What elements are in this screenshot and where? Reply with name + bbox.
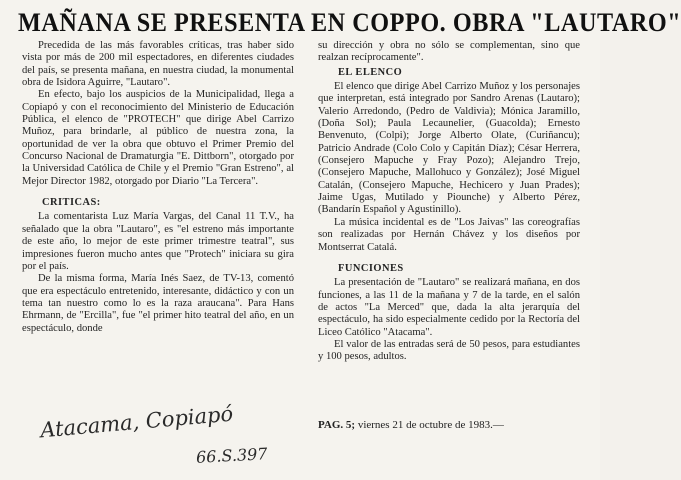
paragraph-entradas: El valor de las entradas será de 50 pesos, para estudiantes y 100 pesos, adultos.: [318, 338, 580, 363]
article-column-right: [318, 40, 580, 364]
paragraph-continuation: su dirección y obra no sólo se complementan, sino que realzan recíprocamente".: [318, 40, 580, 64]
page-number: PAG. 5;: [318, 419, 356, 431]
article-column-left: [22, 40, 294, 335]
paragraph-intro: Precedida de las más favorables críticas, tras haber sido vista por más de 200 mil espectadores, en diferentes ciudades del país, se presenta mañana, en nuestra ciudad, la monumental obra de Isidora Aguirre, "Lautaro".: [22, 40, 294, 89]
headline: MAÑANA SE PRESENTA EN COPPO. OBRA "LAUTARO": [18, 8, 681, 37]
subhead-funciones: FUNCIONES: [338, 262, 404, 274]
page-date-line: [318, 419, 580, 431]
publication-date: viernes 21 de octubre de 1983.—: [357, 419, 504, 431]
subhead-elenco: EL ELENCO: [338, 66, 403, 78]
subhead-criticas: CRITICAS:: [42, 197, 101, 209]
paragraph-critica-vargas: La comentarista Luz María Vargas, del Canal 11 T.V., ha señalado que la obra "Lautaro", es "el estreno más importante de este año, lo mejor de este primer trimestre teatral", sus impresiones fueron mucho antes que "Protech" iniciara su gira por el país.: [22, 211, 294, 272]
paragraph-funciones: La presentación de "Lautaro" se realizará mañana, en dos funciones, a las 11 de la mañana y 7 de la tarde, en el salón de actos "La Merced" que, dada la alta jerarquía del espectáculo, ha sido especialmente cedido por la Rectoría del Liceo Católico "Atacama".: [318, 277, 580, 338]
paragraph-critica-saez: De la misma forma, María Inés Saez, de TV-13, comentó que era espectáculo entretenido, interesante, didáctico y con un tema tan nuestro como lo es la raza araucana". Para Hans Ehrmann, de "Ercilla", fue "el primer hito teatral del año, en un espectáculo, donde: [22, 273, 294, 334]
paragraph-musica: La música incidental es de "Los Jaivas" las coreografías son realizadas por Hernán Chávez y los diseños por Montserrat Catalá.: [318, 216, 580, 253]
paragraph-elenco: El elenco que dirige Abel Carrizo Muñoz y los personajes que interpretan, está integrado por Sandro Arenas (Lautaro); Valerio Arredondo, (Pedro de Valdivia); Mónica Jaramillo, (Doña Sol); Paula Lecaunelier, (Guacolda); Ernesto Benvenuto, (Colpi); Jorge Alberto Olate, (Curiñancu); Patricio Andrade (Colo Colo y Capitán Díaz); César Herrera, (Consejero Mapuche y Fray Pozo); Alejandro Trejo, (Consejero Mapuche, Mallohuco y González); José Miguel Catalán, (Consejero Mapuche, Hechicero y Juan Prades); Jaime Ugas, Mutilado y Piounche) y Alberto Pérez, (Bandarín Español y Agustinillo).: [318, 81, 580, 216]
handwritten-location: Atacama, Copiapó: [39, 401, 234, 443]
handwritten-archive-number: 66.S.397: [195, 444, 268, 467]
paragraph-auspicios: En efecto, bajo los auspicios de la Municipalidad, llega a Copiapó y con el reconocimiento del Ministerio de Educación Pública, el elenco de "PROTECH" que dirige Abel Carrizo Muñoz, para brindarle, al público de nuestra zona, la oportunidad de ver la obra que obtuvo el Primer Premio del Concurso Nacional de Dramaturgia "E. Dittborn", otorgado por la Universidad Católica de Chile y el Premio "Gran Estreno", al Mejor Director 1982, otorgado por Diario "La Tercera".: [22, 89, 294, 187]
